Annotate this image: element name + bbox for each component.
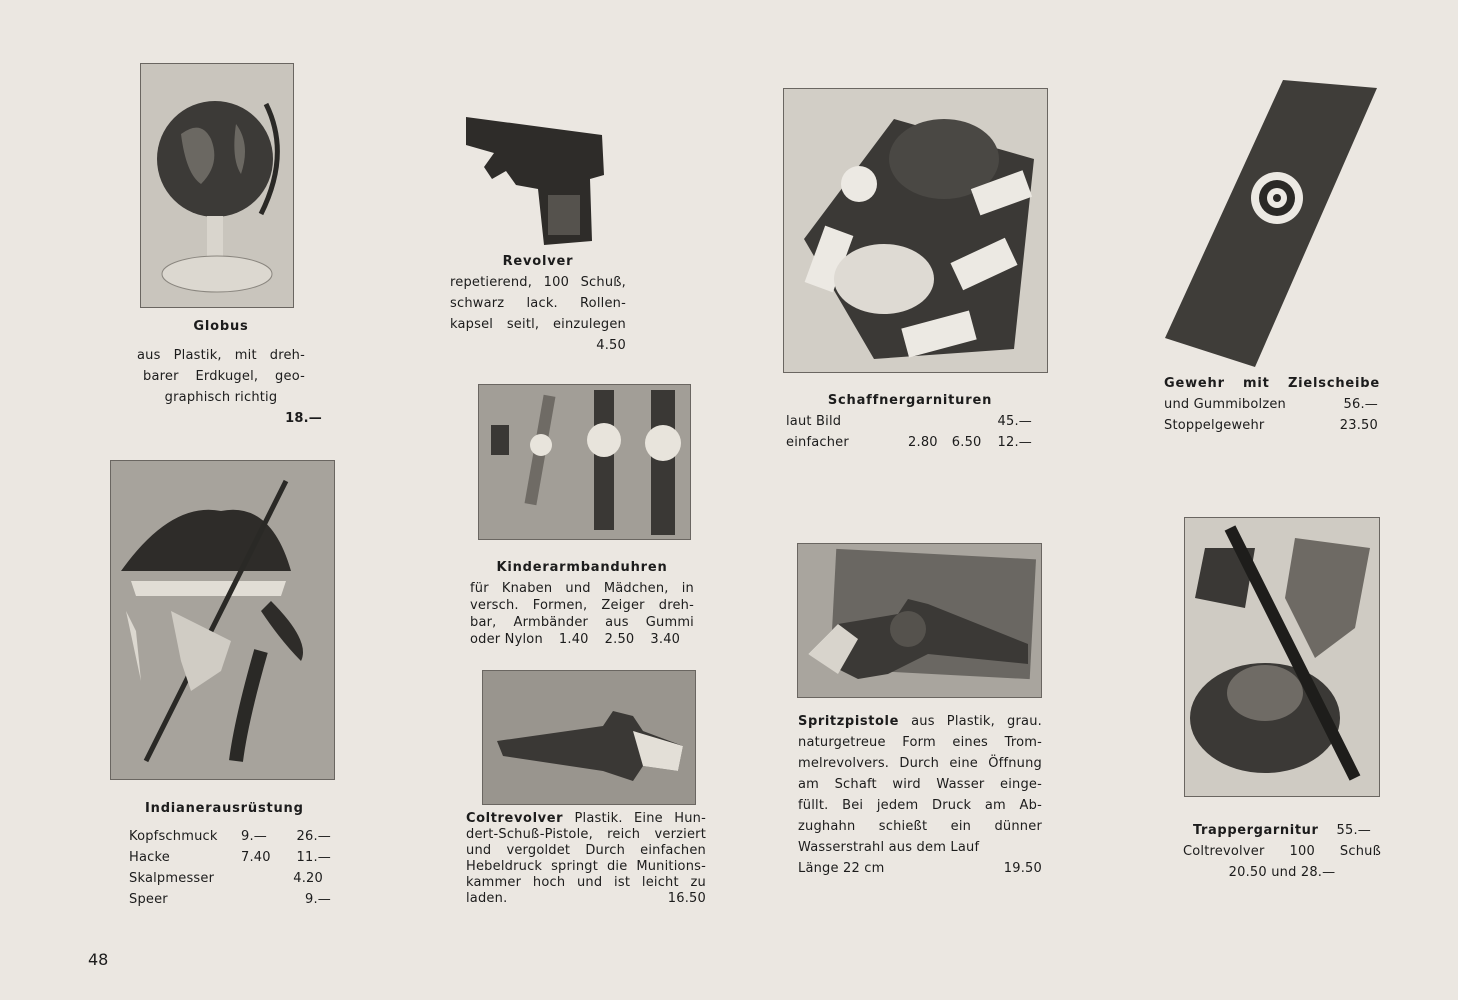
rifle-target-photo xyxy=(1165,80,1377,367)
spritz-desc-line xyxy=(798,711,1042,732)
trapper-title: Trappergarnitur xyxy=(1192,823,1319,838)
revolver-title: Revolver xyxy=(502,254,574,269)
revolver-entry xyxy=(450,251,626,356)
globus-desc-line: graphisch richtig xyxy=(164,390,278,405)
uhren-price: 3.40 xyxy=(650,632,681,647)
water-pistol-photo xyxy=(797,543,1042,698)
spritz-desc-line: am Schaft wird Wasser einge- xyxy=(798,777,1042,792)
spritz-entry xyxy=(798,711,1042,879)
gewehr-row xyxy=(1164,394,1380,415)
uhren-entry xyxy=(470,559,694,648)
trapper-desc-line: 20.50 und 28.— xyxy=(1228,865,1336,880)
globe-illustration xyxy=(141,64,293,307)
colt-desc-line: kammer hoch und ist leicht zu xyxy=(466,875,706,890)
globus-price: 18.— xyxy=(285,411,322,426)
gewehr-row xyxy=(1164,415,1380,436)
colt-desc-text: Plastik. Eine Hun- xyxy=(574,811,706,826)
colt-revolver-photo xyxy=(482,670,696,805)
indianer-row xyxy=(129,889,331,910)
indianer-row xyxy=(129,847,331,868)
spritz-price: 19.50 xyxy=(1003,861,1042,876)
gewehr-row-label: und Gummibolzen xyxy=(1164,397,1286,412)
trapper-price: 55.— xyxy=(1336,823,1372,838)
uhren-desc-line: für Knaben und Mädchen, in xyxy=(470,581,694,596)
indianer-row xyxy=(129,826,331,847)
indian-set-illustration xyxy=(111,461,334,779)
uhren-desc-line: versch. Formen, Zeiger dreh- xyxy=(470,598,694,613)
globus-desc-line: barer Erdkugel, geo- xyxy=(143,369,305,384)
indianer-row xyxy=(129,868,331,889)
colt-desc-line: Hebeldruck springt die Munitions- xyxy=(466,859,706,874)
uhren-price-row xyxy=(470,631,694,648)
indianer-row-price: 4.20 xyxy=(293,871,323,886)
revolver-desc-line: kapsel seitl, einzulegen xyxy=(450,317,626,332)
page-number: 48 xyxy=(88,950,109,969)
gewehr-title: Gewehr mit Zielscheibe xyxy=(1164,376,1380,391)
colt-desc-line: dert-Schuß-Pistole, reich verziert xyxy=(466,827,706,842)
schaffner-row xyxy=(786,411,1048,432)
schaffner-price: 6.50 xyxy=(951,435,982,450)
gewehr-row-price: 23.50 xyxy=(1339,418,1378,433)
revolver-desc-line: repetierend, 100 Schuß, xyxy=(450,275,626,290)
trapper-entry xyxy=(1183,820,1381,883)
revolver-photo xyxy=(462,113,610,248)
children-watches-illustration xyxy=(479,385,690,539)
water-pistol-illustration xyxy=(798,544,1041,697)
spritz-desc-line: zughahn schießt ein dünner xyxy=(798,819,1042,834)
indianer-row-price: 26.— xyxy=(296,829,331,844)
gewehr-entry xyxy=(1164,373,1380,436)
gewehr-row-label: Stoppelgewehr xyxy=(1164,418,1265,433)
uhren-price: 1.40 xyxy=(558,632,589,647)
globus-entry xyxy=(137,316,322,429)
colt-desc-line: und vergoldet Durch einfachen xyxy=(466,843,706,858)
globe-photo xyxy=(140,63,294,308)
indianer-row-price: 7.40 xyxy=(241,850,271,865)
spritz-desc-label: Länge 22 cm xyxy=(798,861,885,876)
conductor-set-illustration xyxy=(784,89,1047,372)
spritz-desc-line: Wasserstrahl aus dem Lauf xyxy=(798,840,980,855)
schaffner-row xyxy=(786,432,1048,453)
indianer-row-label: Hacke xyxy=(129,850,170,865)
revolver-illustration xyxy=(462,113,610,248)
schaffner-row-label: laut Bild xyxy=(786,414,842,429)
colt-entry xyxy=(466,811,706,907)
spritz-price-row xyxy=(798,858,1042,879)
uhren-desc-label: oder Nylon xyxy=(470,632,543,647)
trapper-desc-line: Coltrevolver 100 Schuß xyxy=(1183,844,1381,859)
uhren-desc-line: bar, Armbänder aus Gummi xyxy=(470,615,694,630)
schaffner-row-prices xyxy=(908,432,1032,453)
indianer-row-price: 11.— xyxy=(296,850,331,865)
colt-price-row xyxy=(466,891,706,907)
colt-desc-line xyxy=(466,811,706,827)
revolver-desc-line: schwarz lack. Rollen- xyxy=(450,296,626,311)
colt-title: Coltrevolver xyxy=(466,811,564,826)
spritz-title: Spritzpistole xyxy=(798,714,900,729)
spritz-desc-line: naturgetreue Form eines Trom- xyxy=(798,735,1042,750)
trapper-set-illustration xyxy=(1185,518,1379,796)
colt-price: 16.50 xyxy=(667,891,706,906)
trapper-title-row xyxy=(1183,820,1381,841)
schaffner-entry xyxy=(786,390,1048,453)
schaffner-price: 12.— xyxy=(997,435,1032,450)
spritz-desc-text: aus Plastik, grau. xyxy=(911,714,1042,729)
globus-desc-line: aus Plastik, mit dreh- xyxy=(137,348,305,363)
uhren-title: Kinderarmbanduhren xyxy=(496,560,668,575)
colt-revolver-illustration xyxy=(483,671,695,804)
indianer-row-label: Speer xyxy=(129,892,168,907)
gewehr-row-price: 56.— xyxy=(1343,397,1378,412)
schaffner-row-label: einfacher xyxy=(786,435,849,450)
globus-title: Globus xyxy=(193,319,249,334)
schaffner-price: 2.80 xyxy=(908,435,938,450)
rifle-target-illustration xyxy=(1165,80,1377,367)
indianer-row-price xyxy=(237,868,276,889)
indianer-title: Indianerausrüstung xyxy=(145,801,304,816)
indianer-row-label: Kopfschmuck xyxy=(129,829,218,844)
uhren-price: 2.50 xyxy=(604,632,635,647)
schaffner-title: Schaffnergarnituren xyxy=(827,393,993,408)
indianer-row-price xyxy=(241,889,281,910)
indianer-row-price: 9.— xyxy=(241,829,268,844)
indian-set-photo xyxy=(110,460,335,780)
indianer-row-label: Skalpmesser xyxy=(129,871,215,886)
colt-desc-label: laden. xyxy=(466,891,508,906)
revolver-price: 4.50 xyxy=(596,338,626,353)
conductor-set-photo xyxy=(783,88,1048,373)
children-watches-photo xyxy=(478,384,691,540)
schaffner-row-price: 45.— xyxy=(997,414,1032,429)
spritz-desc-line: melrevolvers. Durch eine Öffnung xyxy=(798,756,1042,771)
indianer-entry xyxy=(129,798,331,910)
indianer-row-price: 9.— xyxy=(304,892,331,907)
trapper-set-photo xyxy=(1184,517,1380,797)
spritz-desc-line: füllt. Bei jedem Druck am Ab- xyxy=(798,798,1042,813)
